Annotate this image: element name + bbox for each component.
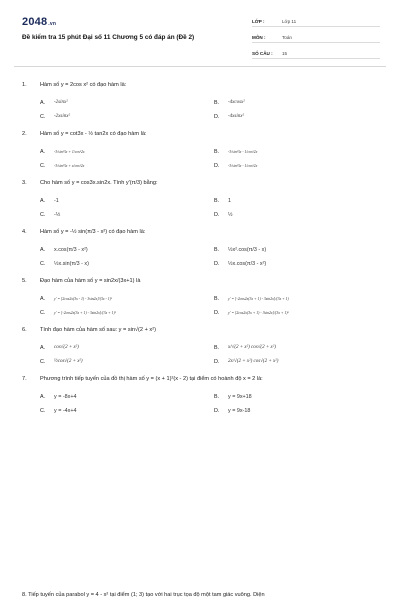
answer-option[interactable]: [214, 406, 388, 416]
question-text: Tính đạo hàm của hàm số sau: y = sin√(2 + x²): [40, 327, 156, 333]
option-text: -3/sin²3x - 1/cos²2x: [228, 164, 258, 168]
option-text: -3/sin²3x + 1/cos²2x: [54, 150, 85, 154]
meta-value: Lớp 11: [282, 19, 297, 24]
answer-option[interactable]: [214, 357, 388, 367]
option-letter: C.: [40, 163, 46, 169]
option-text: 2x/√(2 + x²) cos√(2 + x²): [228, 359, 279, 364]
option-letter: A.: [40, 149, 46, 155]
answer-options: [0, 245, 400, 269]
option-text: x/√(2 + x²) cos√(2 + x²): [228, 345, 276, 350]
question-stem: [0, 178, 400, 188]
option-letter: C.: [40, 310, 46, 316]
question-text: Cho hàm số y = cos3x.sin2x. Tính y'(π/3) bằng:: [40, 180, 158, 186]
meta-row-count: [252, 46, 380, 59]
answer-option[interactable]: [214, 259, 388, 269]
answer-option[interactable]: [214, 112, 388, 122]
option-letter: B.: [214, 345, 220, 351]
answer-option[interactable]: [40, 308, 214, 318]
option-text: y = 9x-18: [228, 408, 251, 414]
option-letter: D.: [214, 212, 220, 218]
question-stem: [0, 227, 400, 237]
answer-option[interactable]: [214, 196, 388, 206]
header-divider: [14, 66, 386, 67]
option-letter: D.: [214, 359, 220, 365]
option-text: ½x.cos(π/3 - x²): [228, 261, 267, 267]
site-logo[interactable]: 2048.vn: [22, 16, 57, 28]
option-text: ½x².cos(π/3 - x): [228, 247, 267, 253]
answer-options: [0, 98, 400, 122]
option-letter: B.: [214, 100, 220, 106]
option-text: y' = [2cos2x(3x - 1) - 3sin2x]/(3x - 1)²: [54, 297, 113, 301]
document-title: Đề kiểm tra 15 phút Đại số 11 Chương 5 có đáp án (Đề 2): [22, 34, 195, 41]
answer-option[interactable]: [40, 259, 214, 269]
question-stem: [0, 325, 400, 335]
question-number: 1.: [22, 82, 27, 88]
meta-key: MÔN :: [252, 35, 266, 40]
option-letter: C.: [40, 261, 46, 267]
question-text: Phương trình tiếp tuyến của đồ thị hàm số y = (x + 1)²(x - 2) tại điểm có hoành độ x = 2 là:: [40, 376, 263, 382]
question-number: 5.: [22, 278, 27, 284]
option-text: ½: [228, 212, 233, 218]
answer-option[interactable]: [214, 245, 388, 255]
question-text: Đạo hàm của hàm số y = sin2x/(3x+1) là: [40, 278, 141, 284]
question-stem: [0, 374, 400, 384]
answer-option[interactable]: [40, 392, 214, 402]
exam-meta: [252, 14, 380, 62]
answer-option[interactable]: [214, 308, 388, 318]
question: [0, 325, 400, 367]
question: [0, 374, 400, 416]
option-text: ½cos√(2 + x²): [54, 359, 83, 364]
answer-option[interactable]: [214, 98, 388, 108]
option-letter: A.: [40, 198, 46, 204]
option-text: -2xsinx²: [54, 114, 70, 119]
option-letter: D.: [214, 310, 220, 316]
option-text: y = -4x+4: [54, 408, 77, 414]
option-letter: A.: [40, 345, 46, 351]
option-letter: B.: [214, 198, 220, 204]
option-text: -4xcosx²: [228, 100, 245, 105]
meta-key: LỚP :: [252, 19, 265, 24]
question-number: 2.: [22, 131, 27, 137]
question: [0, 227, 400, 269]
option-text: -3/sin²3x - 1/cos²2x: [228, 150, 258, 154]
option-text: cos√(2 + x²): [54, 345, 79, 350]
option-letter: B.: [214, 296, 220, 302]
option-letter: D.: [214, 261, 220, 267]
option-letter: D.: [214, 163, 220, 169]
option-letter: D.: [214, 114, 220, 120]
answer-options: [0, 392, 400, 416]
option-letter: C.: [40, 212, 46, 218]
answer-option[interactable]: [40, 343, 214, 353]
question: [0, 129, 400, 171]
answer-options: [0, 343, 400, 367]
question-stem: [0, 80, 400, 90]
option-letter: C.: [40, 114, 46, 120]
answer-option[interactable]: [40, 245, 214, 255]
answer-option[interactable]: [40, 196, 214, 206]
question-number: 6.: [22, 327, 27, 333]
question-text: Hàm số y = cot3x - ½ tan2x có đạo hàm là:: [40, 131, 147, 137]
option-text: -3/sin²3x + x/cos²2x: [54, 164, 85, 168]
option-text: y = 9x+18: [228, 394, 252, 400]
option-letter: C.: [40, 408, 46, 414]
answer-option[interactable]: [40, 406, 214, 416]
question-stem: [0, 276, 400, 286]
answer-option[interactable]: [214, 343, 388, 353]
answer-option[interactable]: [214, 161, 388, 171]
question-number: 7.: [22, 376, 27, 382]
option-letter: D.: [214, 408, 220, 414]
option-letter: B.: [214, 149, 220, 155]
answer-option[interactable]: [40, 147, 214, 157]
question-cutoff: 8. Tiếp tuyến của parabol y = 4 - x² tại điểm (1; 3) tạo với hai trục tọa độ một tam giác vuông. Diện: [22, 592, 265, 598]
option-text: x.cos(π/3 - x²): [54, 247, 88, 253]
meta-key: SỐ CÂU :: [252, 51, 273, 56]
option-letter: A.: [40, 296, 46, 302]
option-letter: C.: [40, 359, 46, 365]
meta-row-subject: [252, 30, 380, 43]
answer-option[interactable]: [40, 294, 214, 304]
question: [0, 276, 400, 318]
answer-option[interactable]: [40, 161, 214, 171]
question-number: 3.: [22, 180, 27, 186]
option-letter: B.: [214, 247, 220, 253]
answer-option[interactable]: [214, 294, 388, 304]
option-letter: A.: [40, 394, 46, 400]
option-text: ½x.sin(π/3 - x): [54, 261, 89, 267]
option-text: y' = [-2cos2x(3x + 1) - 3sin2x]/(3x + 1)²: [54, 311, 116, 315]
page-header: [0, 0, 400, 62]
answer-options: [0, 294, 400, 318]
question-number: 4.: [22, 229, 27, 235]
option-text: y = -8x+4: [54, 394, 77, 400]
answer-option[interactable]: [40, 98, 214, 108]
answer-options: [0, 196, 400, 220]
answer-option[interactable]: [40, 357, 214, 367]
option-letter: B.: [214, 394, 220, 400]
option-text: -½: [54, 212, 61, 218]
answer-option[interactable]: [40, 210, 214, 220]
answer-option[interactable]: [214, 147, 388, 157]
meta-value: Toán: [282, 35, 292, 40]
option-text: -2sinx²: [54, 100, 68, 105]
question: [0, 178, 400, 220]
option-text: y' = [-2cos2x(3x + 1) - 3sin2x]/(3x + 1): [228, 297, 289, 301]
question-stem: [0, 129, 400, 139]
question-text: Hàm số y = 2cos x² có đạo hàm là:: [40, 82, 127, 88]
question: [0, 80, 400, 122]
question-list: [0, 80, 400, 423]
option-letter: A.: [40, 247, 46, 253]
answer-option[interactable]: [40, 112, 214, 122]
meta-value: 15: [282, 51, 288, 56]
answer-option[interactable]: [214, 392, 388, 402]
option-text: 1: [228, 198, 231, 204]
answer-option[interactable]: [214, 210, 388, 220]
option-text: -1: [54, 198, 59, 204]
meta-row-class: [252, 14, 380, 27]
option-text: y' = [2cos2x(3x + 1) - 3sin2x]/(3x + 1)²: [228, 311, 289, 315]
option-letter: A.: [40, 100, 46, 106]
question-text: Hàm số y = -½ sin(π/3 - x²) có đạo hàm là:: [40, 229, 146, 235]
option-text: -4xsinx²: [228, 114, 244, 119]
answer-options: [0, 147, 400, 171]
